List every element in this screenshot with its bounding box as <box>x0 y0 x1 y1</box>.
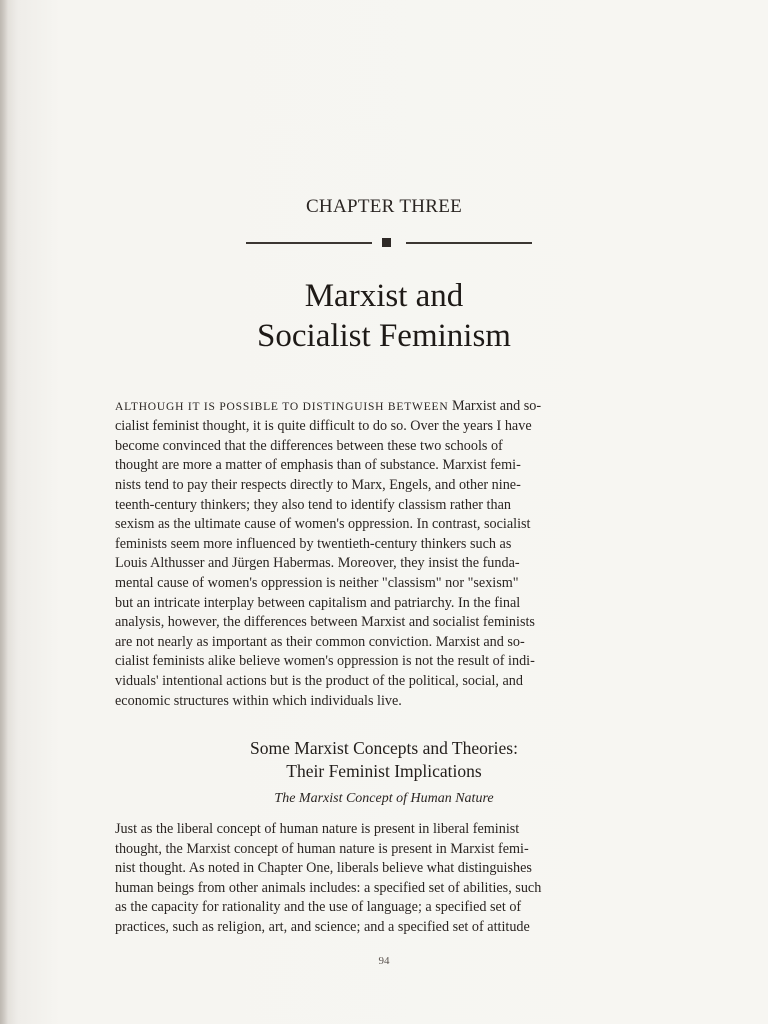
chapter-title <box>0 276 768 356</box>
page-spine-shadow <box>0 0 8 1024</box>
intro-line: nists tend to pay their respects directly to Marx, Engels, and other nine- <box>115 477 521 493</box>
section-line: as the capacity for rationality and the use of language; a specified set of <box>115 899 522 915</box>
intro-line: cialist feminists alike believe women's oppression is not the result of indi- <box>115 653 535 669</box>
chapter-title-line-2: Socialist Feminism <box>257 318 511 354</box>
intro-line-text: Marxist and so- <box>448 398 542 414</box>
intro-line: Louis Althusser and Jürgen Habermas. Moreover, they insist the funda- <box>115 555 520 571</box>
intro-line: become convinced that the differences between these two schools of <box>115 438 503 454</box>
section-heading-line-1: Some Marxist Concepts and Theories: <box>250 738 518 758</box>
page-number: 94 <box>378 955 390 967</box>
intro-line: cialist feminist thought, it is quite difficult to do so. Over the years I have <box>115 418 532 434</box>
intro-line: teenth-century thinkers; they also tend to identify classism rather than <box>115 497 511 513</box>
ornament-rule-right <box>406 242 532 244</box>
intro-line: but an intricate interplay between capitalism and patriarchy. In the final <box>115 595 521 611</box>
section-line: practices, such as religion, art, and science; and a specified set of attitude <box>115 919 530 935</box>
intro-line <box>115 397 665 417</box>
intro-line: feminists seem more influenced by twentieth-century thinkers such as <box>115 536 512 552</box>
intro-line: viduals' intentional actions but is the product of the political, social, and <box>115 673 523 689</box>
intro-line: sexism as the ultimate cause of women's oppression. In contrast, socialist <box>115 516 531 532</box>
intro-opening-smallcaps: ALTHOUGH IT IS POSSIBLE TO DISTINGUISH BETWEEN <box>115 401 449 413</box>
intro-line: are not nearly as important as their common conviction. Marxist and so- <box>115 634 525 650</box>
subsection-heading: The Marxist Concept of Human Nature <box>274 791 494 806</box>
chapter-label: CHAPTER THREE <box>305 196 463 217</box>
ornament-rule-left <box>246 242 372 244</box>
section-line: human beings from other animals includes: a specified set of abilities, such <box>115 880 542 896</box>
section-line: nist thought. As noted in Chapter One, liberals believe what distinguishes <box>115 860 532 876</box>
ornament-square-icon <box>382 238 391 247</box>
section-heading-line-2: Their Feminist Implications <box>286 761 482 781</box>
intro-line: mental cause of women's oppression is neither "classism" nor "sexism" <box>115 575 519 591</box>
chapter-ornament <box>246 236 532 250</box>
section-line: thought, the Marxist concept of human nature is present in Marxist femi- <box>115 841 529 857</box>
intro-line: economic structures within which individuals live. <box>115 693 402 709</box>
intro-line: analysis, however, the differences between Marxist and socialist feminists <box>115 614 535 630</box>
intro-line: thought are more a matter of emphasis than of substance. Marxist femi- <box>115 457 521 473</box>
chapter-title-line-1: Marxist and <box>304 278 464 314</box>
section-line: Just as the liberal concept of human nature is present in liberal feminist <box>115 821 520 837</box>
